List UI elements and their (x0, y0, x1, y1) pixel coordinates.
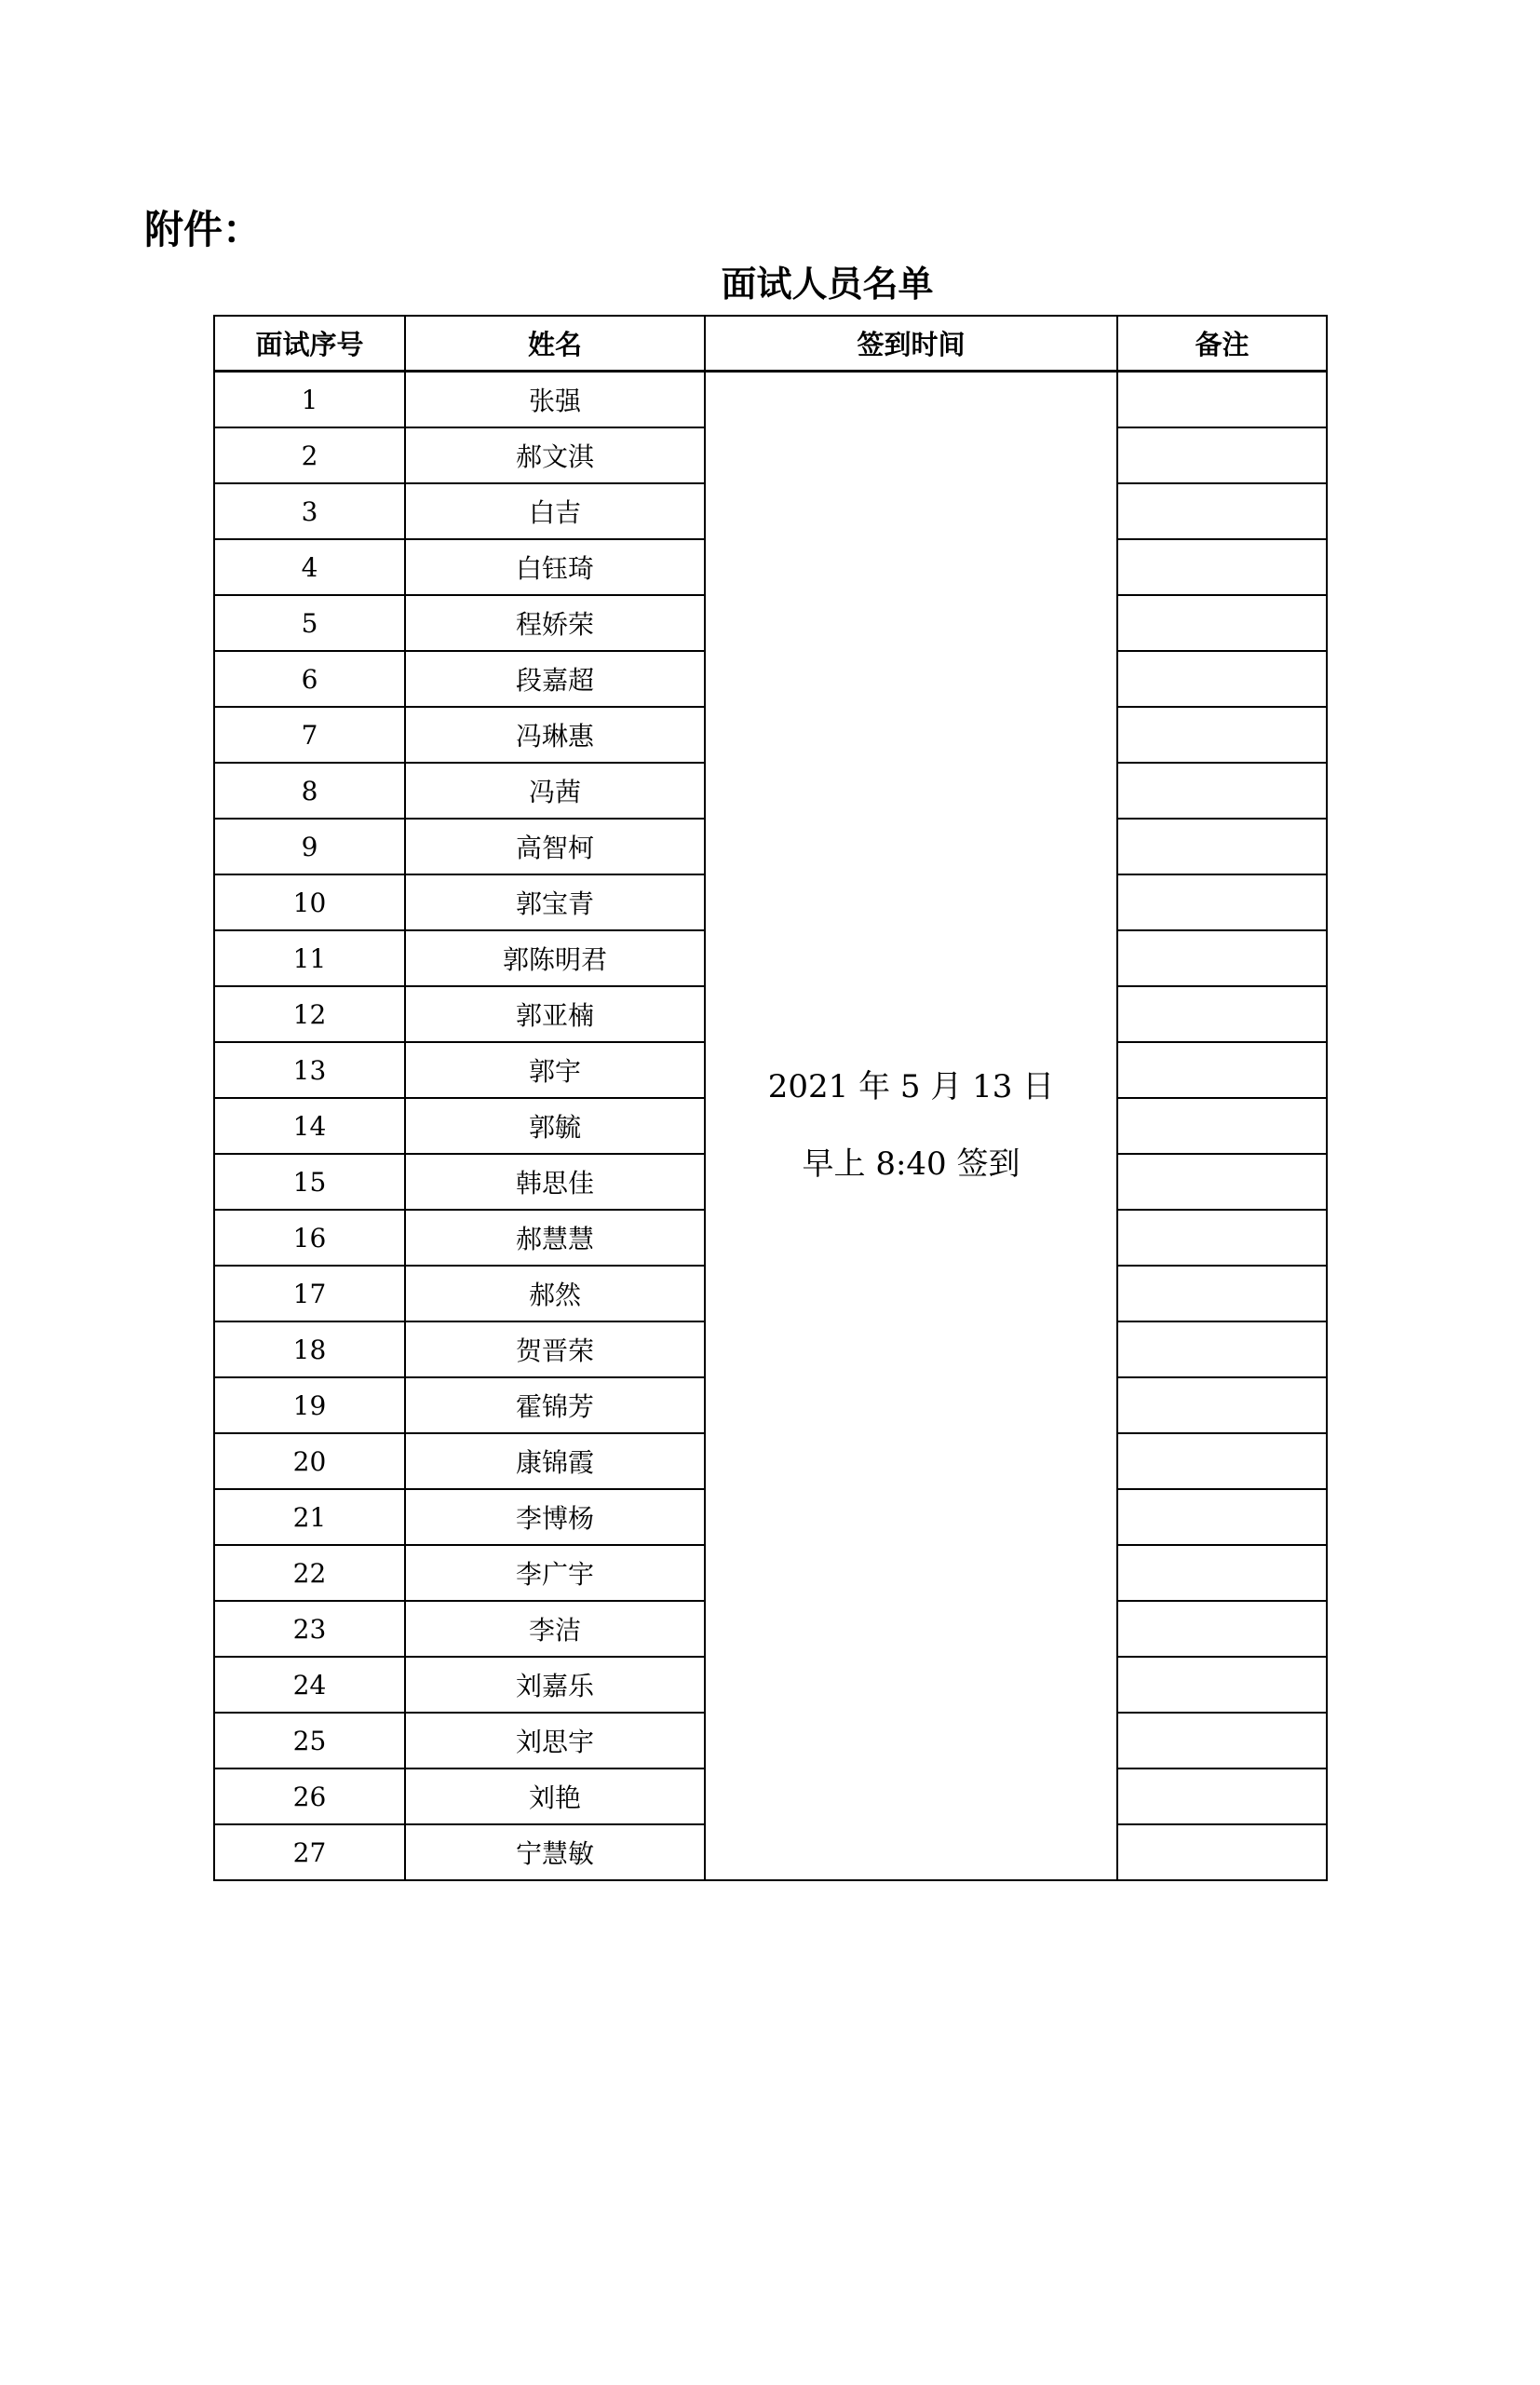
remark-cell (1117, 1545, 1327, 1601)
remark-cell (1117, 819, 1327, 874)
header-interview-number: 面试序号 (214, 316, 405, 372)
row-number-cell: 10 (214, 874, 405, 930)
candidate-name-cell: 李广宇 (405, 1545, 705, 1601)
candidate-name-cell: 刘艳 (405, 1768, 705, 1824)
header-signin-time: 签到时间 (705, 316, 1117, 372)
candidate-name-cell: 程娇荣 (405, 595, 705, 651)
candidate-name-cell: 郭陈明君 (405, 930, 705, 986)
row-number-cell: 3 (214, 483, 405, 539)
candidate-name-cell: 李洁 (405, 1601, 705, 1657)
remark-cell (1117, 1489, 1327, 1545)
row-number-cell: 6 (214, 651, 405, 707)
row-number-cell: 18 (214, 1321, 405, 1377)
header-name: 姓名 (405, 316, 705, 372)
remark-cell (1117, 427, 1327, 483)
row-number-cell: 4 (214, 539, 405, 595)
remark-cell (1117, 1657, 1327, 1713)
row-number-cell: 5 (214, 595, 405, 651)
row-number-cell: 20 (214, 1433, 405, 1489)
remark-cell (1117, 651, 1327, 707)
candidate-name-cell: 郝文淇 (405, 427, 705, 483)
document-page (0, 207, 1540, 1881)
candidate-name-cell: 白钰琦 (405, 539, 705, 595)
row-number-cell: 9 (214, 819, 405, 874)
row-number-cell: 7 (214, 707, 405, 763)
candidate-name-cell: 刘思宇 (405, 1713, 705, 1768)
row-number-cell: 21 (214, 1489, 405, 1545)
row-number-cell: 13 (214, 1042, 405, 1098)
remark-cell (1117, 1433, 1327, 1489)
row-number-cell: 22 (214, 1545, 405, 1601)
signin-date-line: 2021 年 5 月 13 日 (767, 1068, 1055, 1106)
row-number-cell: 27 (214, 1824, 405, 1880)
row-number-cell: 23 (214, 1601, 405, 1657)
remark-cell (1117, 539, 1327, 595)
table-body (214, 372, 1327, 1881)
remark-cell (1117, 1154, 1327, 1210)
row-number-cell: 19 (214, 1377, 405, 1433)
remark-cell (1117, 595, 1327, 651)
row-number-cell: 25 (214, 1713, 405, 1768)
candidate-name-cell: 郭毓 (405, 1098, 705, 1154)
remark-cell (1117, 930, 1327, 986)
remark-cell (1117, 1768, 1327, 1824)
candidate-name-cell: 韩思佳 (405, 1154, 705, 1210)
remark-cell (1117, 372, 1327, 428)
candidate-name-cell: 郭宝青 (405, 874, 705, 930)
remark-cell (1117, 1713, 1327, 1768)
candidate-name-cell: 冯茜 (405, 763, 705, 819)
candidate-name-cell: 段嘉超 (405, 651, 705, 707)
remark-cell (1117, 763, 1327, 819)
table-row (214, 372, 1327, 428)
candidate-name-cell: 张强 (405, 372, 705, 428)
candidate-name-cell: 冯琳惠 (405, 707, 705, 763)
remark-cell (1117, 1377, 1327, 1433)
remark-cell (1117, 1601, 1327, 1657)
row-number-cell: 8 (214, 763, 405, 819)
remark-cell (1117, 1321, 1327, 1377)
candidate-name-cell: 郝慧慧 (405, 1210, 705, 1266)
remark-cell (1117, 1824, 1327, 1880)
attachment-label: 附件： (144, 207, 263, 252)
signin-hour-line: 早上 8:40 签到 (802, 1145, 1020, 1184)
row-number-cell: 2 (214, 427, 405, 483)
remark-cell (1117, 1042, 1327, 1098)
page-title: 面试人员名单 (721, 263, 934, 305)
candidate-name-cell: 郭宇 (405, 1042, 705, 1098)
row-number-cell: 24 (214, 1657, 405, 1713)
remark-cell (1117, 986, 1327, 1042)
candidate-name-cell: 贺晋荣 (405, 1321, 705, 1377)
row-number-cell: 11 (214, 930, 405, 986)
candidate-name-cell: 高智柯 (405, 819, 705, 874)
row-number-cell: 1 (214, 372, 405, 428)
candidate-name-cell: 李博杨 (405, 1489, 705, 1545)
row-number-cell: 15 (214, 1154, 405, 1210)
candidate-name-cell: 白吉 (405, 483, 705, 539)
remark-cell (1117, 707, 1327, 763)
candidate-name-cell: 郭亚楠 (405, 986, 705, 1042)
candidate-name-cell: 康锦霞 (405, 1433, 705, 1489)
signin-time-cell (705, 372, 1117, 1881)
row-number-cell: 16 (214, 1210, 405, 1266)
candidate-name-cell: 郝然 (405, 1266, 705, 1321)
row-number-cell: 12 (214, 986, 405, 1042)
remark-cell (1117, 483, 1327, 539)
row-number-cell: 17 (214, 1266, 405, 1321)
candidate-name-cell: 刘嘉乐 (405, 1657, 705, 1713)
remark-cell (1117, 1098, 1327, 1154)
remark-cell (1117, 1266, 1327, 1321)
header-row (214, 316, 1327, 372)
candidate-name-cell: 宁慧敏 (405, 1824, 705, 1880)
header-remark: 备注 (1117, 316, 1327, 372)
row-number-cell: 14 (214, 1098, 405, 1154)
row-number-cell: 26 (214, 1768, 405, 1824)
interview-roster-table (213, 315, 1328, 1881)
candidate-name-cell: 霍锦芳 (405, 1377, 705, 1433)
remark-cell (1117, 1210, 1327, 1266)
remark-cell (1117, 874, 1327, 930)
